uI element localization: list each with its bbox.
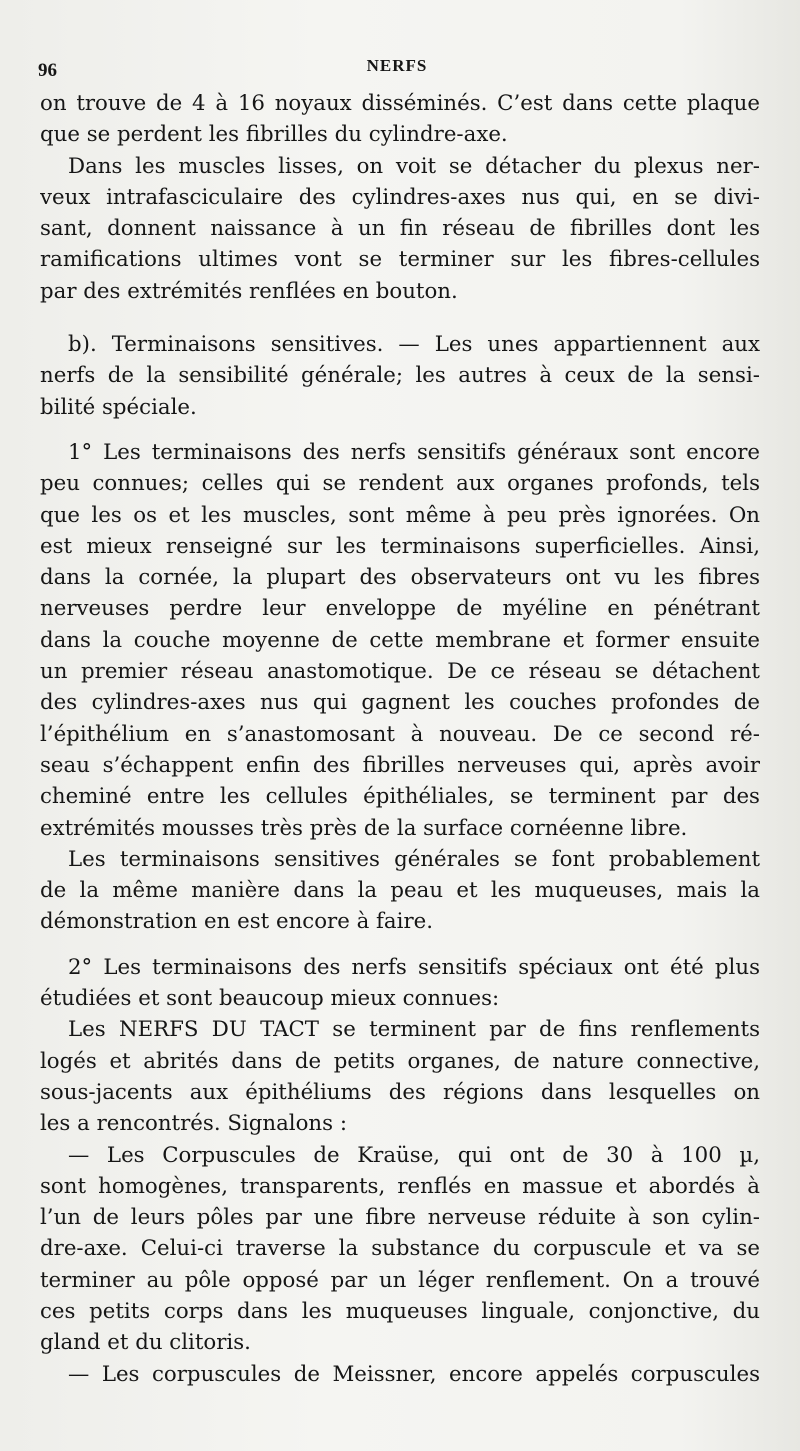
paragraph-skin-mucosa bbox=[40, 844, 760, 938]
text-line: que se perdent les fibrilles du cylindre-axe. bbox=[40, 122, 508, 148]
paragraph-sensory-endings bbox=[40, 329, 760, 423]
text-line: par des extrémités renflées en bouton. bbox=[40, 278, 458, 304]
text-line: b). Terminaisons sensitives. — Les unes appartiennent aux bbox=[68, 332, 760, 358]
text-line: ces petits corps dans les muqueuses linguale, conjonctive, du bbox=[40, 1298, 760, 1324]
text-line: un premier réseau anastomotique. De ce réseau se détachent bbox=[40, 659, 760, 685]
text-line: des cylindres-axes nus qui gagnent les couches profondes de bbox=[40, 690, 760, 716]
section-gap bbox=[40, 423, 760, 437]
text-line: veux intrafasciculaire des cylindres-axes nus qui, en se divi- bbox=[40, 184, 760, 210]
page-body bbox=[40, 88, 760, 1390]
page-number: 96 bbox=[38, 60, 57, 81]
text-line: seau s’échappent enfin des fibrilles nerveuses qui, après avoir bbox=[40, 752, 760, 778]
text-line: étudiées et sont beaucoup mieux connues: bbox=[40, 986, 500, 1012]
text-line: bilité spéciale. bbox=[40, 394, 197, 420]
paragraph-1 bbox=[40, 88, 760, 151]
text-line: cheminé entre les cellules épithéliales, se terminent par des bbox=[40, 784, 760, 810]
text-line: sant, donnent naissance à un fin réseau de fibrilles dont les bbox=[40, 216, 760, 242]
text-line: gland et du clitoris. bbox=[40, 1330, 251, 1356]
text-line: l’épithélium en s’anastomosant à nouveau. De ce second ré- bbox=[40, 721, 760, 747]
text-line: Dans les muscles lisses, on voit se détacher du plexus ner- bbox=[68, 153, 760, 179]
paragraph-touch-nerves bbox=[40, 1014, 760, 1139]
text-line: est mieux renseigné sur les terminaisons superficielles. Ainsi, bbox=[40, 533, 760, 559]
text-line: de la même manière dans la peau et les muqueuses, mais la bbox=[40, 878, 760, 904]
text-line: — Les Corpuscules de Kraüse, qui ont de 30 à 100 µ, bbox=[68, 1142, 760, 1168]
text-line: les a rencontrés. Signalons : bbox=[40, 1111, 348, 1137]
text-line: dans la couche moyenne de cette membrane et former ensuite bbox=[40, 627, 760, 653]
text-line: dre-axe. Celui-ci traverse la substance du corpuscule et va se bbox=[40, 1236, 760, 1262]
section-gap bbox=[40, 307, 760, 329]
text-line: démonstration en est encore à faire. bbox=[40, 909, 433, 935]
text-line: terminer au pôle opposé par un léger renflement. On a trouvé bbox=[40, 1267, 760, 1293]
text-line: sont homogènes, transparents, renflés en massue et abordés à bbox=[40, 1173, 760, 1199]
page-header bbox=[38, 52, 756, 82]
text-line: Les terminaisons sensitives générales se font probablement bbox=[68, 846, 760, 872]
paragraph-general-sensory bbox=[40, 437, 760, 844]
text-line: — Les corpuscules de Meissner, encore appelés corpuscules bbox=[68, 1361, 760, 1387]
paragraph-meissner-corpuscles bbox=[40, 1359, 760, 1390]
text-line: que les os et les muscles, sont même à peu près ignorées. On bbox=[40, 502, 760, 528]
text-line: peu connues; celles qui se rendent aux organes profonds, tels bbox=[40, 471, 760, 497]
text-line: nerfs de la sensibilité générale; les autres à ceux de la sensi- bbox=[40, 363, 760, 389]
paragraph-krause-corpuscles bbox=[40, 1140, 760, 1359]
paragraph-smooth-muscles bbox=[40, 151, 760, 307]
text-line: 2° Les terminaisons des nerfs sensitifs spéciaux ont été plus bbox=[68, 954, 760, 980]
paragraph-special-sensory bbox=[40, 952, 760, 1015]
section-gap bbox=[40, 938, 760, 952]
text-line: 1° Les terminaisons des nerfs sensitifs généraux sont encore bbox=[68, 439, 760, 465]
text-line: Les NERFS DU TACT se terminent par de fins renflements bbox=[68, 1017, 760, 1043]
text-line: dans la cornée, la plupart des observateurs ont vu les fibres bbox=[40, 565, 760, 591]
text-line: sous-jacents aux épithéliums des régions dans lesquelles on bbox=[40, 1079, 760, 1105]
running-head: NERFS bbox=[366, 56, 428, 75]
text-line: ramifications ultimes vont se terminer sur les fibres-cellules bbox=[40, 247, 760, 273]
text-line: nerveuses perdre leur enveloppe de myéline en pénétrant bbox=[40, 596, 760, 622]
text-line: logés et abrités dans de petits organes, de nature connective, bbox=[40, 1048, 760, 1074]
text-line: on trouve de 4 à 16 noyaux disséminés. C’est dans cette plaque bbox=[40, 91, 760, 116]
text-line: extrémités mousses très près de la surface cornéenne libre. bbox=[40, 815, 688, 841]
text-line: l’un de leurs pôles par une fibre nerveuse réduite à son cylin- bbox=[40, 1205, 760, 1231]
